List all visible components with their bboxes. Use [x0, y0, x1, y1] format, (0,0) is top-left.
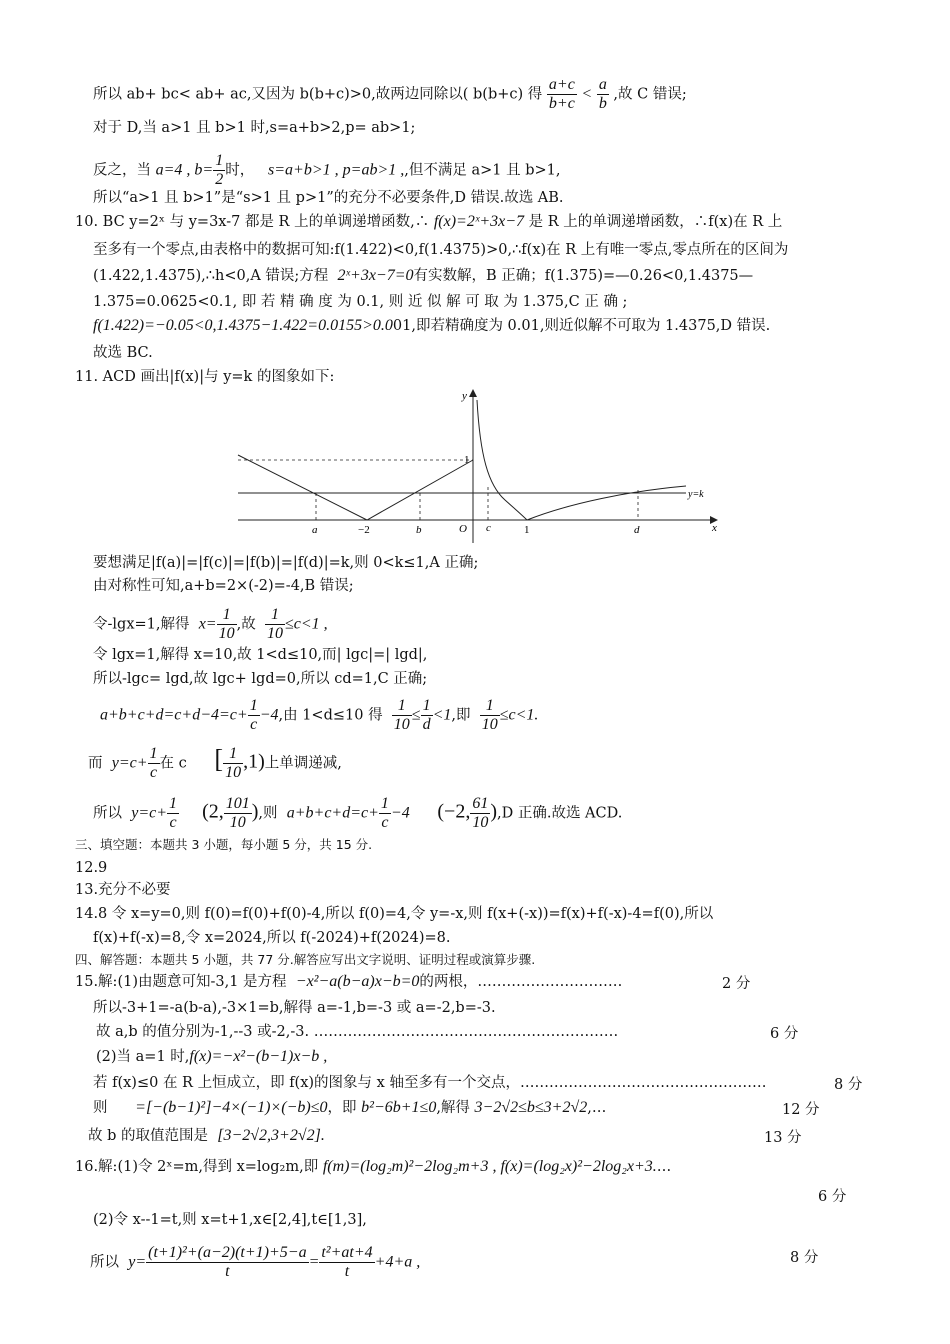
q11-step-8: 所以 y=c+ $\frac{1}{c}$ (2, $\frac{101}{10}$ ),则 a+b+c+d=c+ $\frac{1}{c}$ −4 (−2, $\frac{61}{10}$ ),D 正确.故选 ACD. [93, 795, 623, 831]
q15-line-1: 15.解:(1)由题意可知-3,1 是方程 −x²−a(b−a)x−b=0的两根，………………………… [75, 973, 623, 990]
q11-step-6: a+b+c+d=c+d−4=c+ $\frac{1}{c}$ −4,由 1<d≤10 得 $\frac{1}{10}$ ≤ $\frac{1}{d}$ <1,即 $\frac{1}{10}$ ≤c<1. [100, 697, 539, 733]
q11-step-2: 由对称性可知,a+b=2×(-2)=-4,B 错误; [93, 578, 354, 594]
text-line-3: 反之，当 a=4 , b= $\frac{1}{2}$ 时， s=a+b>1 , p=ab>1 ,,但不满足 a>1 且 b>1, [93, 152, 561, 188]
answer-13: 13.充分不必要 [75, 882, 171, 898]
tick-b: b [416, 524, 422, 536]
text-line-4: 所以“a>1 且 b>1”是“s>1 且 p>1”的充分不必要条件,D 错误.故选 AB. [93, 190, 564, 206]
q11-step-7: 而 y=c+ $\frac{1}{c}$ 在 c [ $\frac{1}{10}$ ,1)上单调递减, [88, 744, 342, 781]
score-2: 2 分 [722, 976, 751, 992]
q15-line-5: 若 f(x)≤0 在 R 上恒成立，即 f(x)的图象与 x 轴至多有一个交点，…………………………………………… [93, 1075, 767, 1091]
score-8: 8 分 [834, 1077, 863, 1093]
tick-x1: 1 [524, 524, 530, 536]
tick-a: a [312, 524, 318, 536]
q15-line-2: 所以-3+1=-a(b-a),-3×1=b,解得 a=-1,b=-3 或 a=-2,b=-3. [93, 1000, 496, 1016]
q15-line-6: 则 =[−(b−1)²]−4×(−1)×(−b)≤0，即 b²−6b+1≤0,解得 3−2√2≤b≤3+2√2,… [93, 1099, 607, 1116]
q11-step-3: 令-lgx=1,解得 x= $\frac{1}{10}$ ,故 $\frac{1}{10}$ ≤c<1 , [93, 606, 328, 642]
curve-left-v [238, 455, 473, 520]
curve-neg-log [477, 400, 527, 520]
q10-line-1: 10. BC y=2ˣ 与 y=3x-7 都是 R 上的单调递增函数,∴ f(x)=2ˣ+3x−7 是 R 上的单调递增函数，∴f(x)在 R 上 [75, 213, 783, 230]
section-3-heading: 三、填空题：本题共 3 小题，每小题 5 分，共 15 分. [75, 837, 373, 852]
score-13: 13 分 [764, 1130, 802, 1146]
section-4-heading: 四、解答题：本题共 5 小题，共 77 分.解答应写出文字说明、证明过程或演算步骤. [75, 952, 536, 967]
line-label: y=k [688, 489, 704, 500]
q11-step-5: 所以-lgc= lgd,故 lgc+ lgd=0,所以 cd=1,C 正确; [93, 671, 428, 687]
q11-line-1: 11. ACD 画出|f(x)|与 y=k 的图象如下: [75, 369, 335, 385]
y-axis-arrow [469, 389, 477, 397]
tick-d: d [634, 524, 640, 536]
fraction-ac-bc: $\frac{a+c}{b+c}$ [548, 76, 575, 112]
answer-14-line-2: f(x)+f(-x)=8,令 x=2024,所以 f(-2024)+f(2024)=8. [93, 930, 451, 946]
q16-line-3: 所以 y= $\frac{\text{(t+1)²+(a−2)(t+1)+5−a}}{t}$ = $\frac{\text{t²+at+4}}{t}$ +4+a , [90, 1244, 421, 1280]
q10-line-2: 至多有一个零点,由表格中的数据可知:f(1.422)<0,f(1.4375)>0,∴f(x)在 R 上有唯一零点,零点所在的区间为 [93, 242, 789, 258]
q15-line-3: 故 a,b 的值分别为-1,--3 或-2,-3. ……………………………………………………… [96, 1024, 619, 1040]
q10-line-5: f(1.422)=−0.05<0,1.4375−1.422=0.0155>0.001,即若精确度为 0.01,则近似解不可取为 1.4375,D 错误. [93, 317, 771, 334]
q15-line-7: 故 b 的取值范围是 [3−2√2,3+2√2]. [88, 1127, 325, 1144]
q16-line-1: 16.解:(1)令 2ˣ=m,得到 x=log₂m,即 f(m)=(log₂m)²−2log₂m+3 , f(x)=(log₂x)²−2log₂x+3.… [75, 1158, 672, 1175]
tick-1: 1 [464, 454, 470, 466]
q10-line-6: 故选 BC. [93, 345, 153, 361]
x-axis-label: x [712, 522, 717, 534]
tick-c: c [486, 522, 491, 534]
y-axis-label: y [462, 390, 467, 402]
score-12: 12 分 [782, 1102, 820, 1118]
score-6b: 6 分 [818, 1189, 847, 1205]
q10-line-4: 1.375=0.0625<0.1, 即 若 精 确 度 为 0.1, 则 近 似 解 可 取 为 1.375,C 正 确 ; [93, 294, 628, 310]
curve-pos-log [527, 486, 686, 520]
fraction-half: $\frac{1}{2}$ [215, 152, 224, 188]
abs-function-graph [230, 385, 730, 545]
q11-step-4: 令 lgx=1,解得 x=10,故 1<d≤10,而| lgc|=| lgd|, [93, 647, 428, 663]
fraction-a-b: $\frac{a}{b}$ [598, 76, 607, 112]
q11-step-1: 要想满足|f(a)|=|f(c)|=|f(b)|=|f(d)|=k,则 0<k≤1,A 正确; [93, 555, 479, 571]
text-line-2: 对于 D,当 a>1 且 b>1 时,s=a+b>2,p= ab>1; [93, 120, 416, 136]
answer-14-line-1: 14.8 令 x=y=0,则 f(0)=f(0)+f(0)-4,所以 f(0)=4,令 y=-x,则 f(x+(-x))=f(x)+f(-x)-4=f(0),所以 [75, 906, 714, 922]
score-6: 6 分 [770, 1026, 799, 1042]
answer-12: 12.9 [75, 860, 108, 876]
origin-label: O [459, 523, 467, 535]
q10-line-3: (1.422,1.4375),∴h<0,A 错误;方程 2ˣ+3x−7=0有实数解，B 正确；f(1.375)=—0.26<0,1.4375— [93, 267, 754, 284]
score-8b: 8 分 [790, 1250, 819, 1266]
text-line-1: 所以 ab+ bc< ab+ ac,又因为 b(b+c)>0,故两边同除以( b(b+c) 得 $\frac{a+c}{b+c}$ < $\frac{a}{b}$ ,故 C 错误; [93, 76, 687, 112]
q15-line-4: (2)当 a=1 时,f(x)=−x²−(b−1)x−b , [96, 1048, 328, 1065]
q16-line-2: (2)令 x--1=t,则 x=t+1,x∈[2,4],t∈[1,3], [93, 1212, 367, 1228]
tick-neg2: −2 [358, 524, 370, 536]
